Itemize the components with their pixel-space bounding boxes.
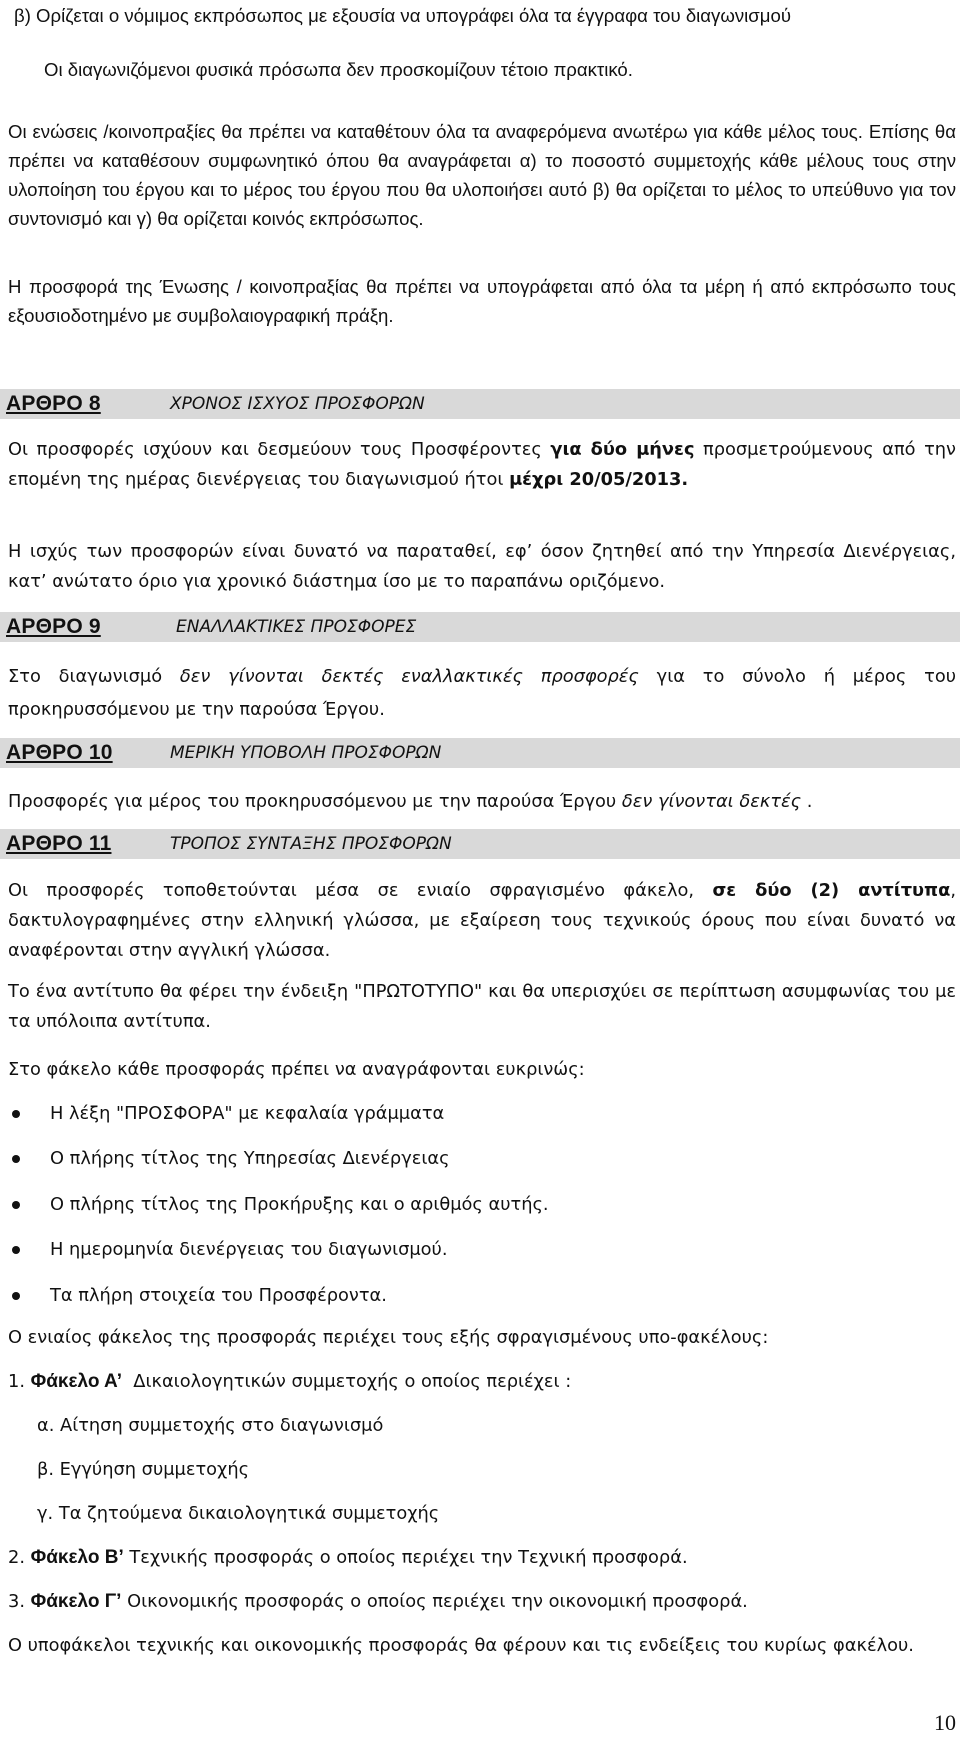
union-offer-paragraph bbox=[8, 272, 956, 330]
article-11-paragraph-5 bbox=[8, 1631, 956, 1661]
envelope-c bbox=[8, 1587, 748, 1616]
unions-text: Οι ενώσεις /κοινοπραξίες θα πρέπει να καταθέτουν όλα τα αναφερόμενα ανωτέρω για κάθε μέλος τους. Επίσης θα πρέπει να καταθέσουν συμφωνητικό όπου θα αναγράφεται α) το ποσοστό συμμετοχής κάθε μέλους τους στην υλοποίηση του έργου και το μέρος του έργου που θα υλοποιήσει αυτό β) θα ορίζεται το μέλος το υπεύθυνο για τον συντονισμό και γ) θα ορίζεται κοινός εκπρόσωπος. bbox=[8, 121, 956, 229]
a11-p5-text: Ο υποφάκελοι τεχνικής και οικονομικής προσφοράς θα φέρουν και τις ενδείξεις του κυρίως φακέλου. bbox=[8, 1635, 914, 1656]
envelope-a-sub-item bbox=[37, 1455, 249, 1484]
envelope-b-text: Τεχνικής προσφοράς ο οποίος περιέχει την Τεχνική προσφορά. bbox=[129, 1547, 688, 1568]
a10-p-italic: δεν γίνονται δεκτές bbox=[621, 791, 802, 812]
bullet-icon bbox=[12, 1155, 20, 1163]
envelope-a-sub-text: γ. Τα ζητούμενα δικαιολογητικά συμμετοχής bbox=[37, 1503, 440, 1524]
bullet-icon bbox=[12, 1201, 20, 1209]
article-8-paragraph-2 bbox=[8, 537, 956, 597]
page-number: 10 bbox=[934, 1710, 956, 1735]
envelope-a-sub-item bbox=[37, 1499, 439, 1528]
article-9-label: ΑΡΘΡΟ 9 bbox=[6, 615, 101, 638]
a8-p2-text: Η ισχύς των προσφορών είναι δυνατό να παραταθεί, εφ’ όσον ζητηθεί από την Υπηρεσία Διενέργειας, κατ’ ανώτατο όριο για χρονικό διάστημα ίσο με το παραπάνω οριζόμενο. bbox=[8, 541, 956, 592]
article-8-paragraph-1 bbox=[8, 435, 956, 495]
envelope-a-sub-item bbox=[37, 1411, 383, 1440]
a8-p1-deadline: μέχρι 20/05/2013. bbox=[509, 469, 689, 490]
bullet-icon bbox=[12, 1110, 20, 1118]
a9-p-start: Στο διαγωνισμό bbox=[8, 666, 163, 687]
article-11-label: ΑΡΘΡΟ 11 bbox=[6, 832, 112, 855]
a10-p-start: Προσφορές για μέρος του προκηρυσσόμενου με την παρούσα Έργου bbox=[8, 791, 617, 812]
article-11-header bbox=[0, 829, 960, 859]
article-11-paragraph-2 bbox=[8, 977, 956, 1037]
list-item-text: Η λέξη "ΠΡΟΣΦΟΡΑ" με κεφαλαία γράμματα bbox=[50, 1103, 445, 1124]
a10-p-end: . bbox=[806, 791, 813, 812]
a8-p1-mid: προσμετρούμενους από την επομένη της ημέρας διενέργειας του διαγωνισμού ήτοι bbox=[8, 439, 956, 490]
envelope-a-label: Φάκελο Α’ bbox=[30, 1371, 122, 1392]
article-9-header bbox=[0, 612, 960, 642]
union-offer-text: Η προσφορά της Ένωσης / κοινοπραξίας θα πρέπει να υπογράφεται από όλα τα μέρη ή από εκπρόσωπο τους εξουσιοδοτημένο με συμβολαιογραφική πράξη. bbox=[8, 276, 956, 326]
article-11-paragraph-1 bbox=[8, 876, 956, 966]
envelope-a-sub-text: β. Εγγύηση συμμετοχής bbox=[37, 1459, 250, 1480]
a8-p1-duration: για δύο μήνες bbox=[550, 439, 695, 460]
a11-p2-text: Το ένα αντίτυπο θα φέρει την ένδειξη "ΠΡΩΤΟΤΥΠΟ" και θα υπερισχύει σε περίπτωση ασυμφωνίας του με τα υπόλοιπα αντίτυπα. bbox=[8, 981, 956, 1032]
envelope-b-number: 2. bbox=[8, 1547, 25, 1568]
sub-envelopes-intro bbox=[8, 1323, 768, 1352]
list-item-text: Ο πλήρης τίτλος της Υπηρεσίας Διενέργειας bbox=[50, 1148, 450, 1169]
article-10-label: ΑΡΘΡΟ 10 bbox=[6, 741, 113, 764]
article-9-title: ΕΝΑΛΛΑΚΤΙΚΕΣ ΠΡΟΣΦΟΡΕΣ bbox=[176, 617, 417, 637]
list-item-text: Ο πλήρης τίτλος της Προκήρυξης και ο αριθμός αυτής. bbox=[50, 1194, 549, 1215]
article-11-title: ΤΡΟΠΟΣ ΣΥΝΤΑΞΗΣ ΠΡΟΣΦΟΡΩΝ bbox=[170, 834, 452, 854]
list-item-text: Τα πλήρη στοιχεία του Προσφέροντα. bbox=[50, 1285, 387, 1306]
a11-p1-end: , δακτυλογραφημένες στην ελληνική γλώσσα, με εξαίρεση τους τεχνικούς όρους που είναι δυνατό να αναφέρονται στην αγγλική γλώσσα. bbox=[8, 880, 956, 961]
bullet-icon bbox=[12, 1246, 20, 1254]
article-11-paragraph-3 bbox=[8, 1055, 956, 1084]
a9-p-end: για το σύνολο ή μέρος του προκηρυσσόμενου με την παρούσα Έργου. bbox=[8, 666, 957, 720]
envelope-a-number: 1. bbox=[8, 1371, 25, 1392]
intro-natural-persons bbox=[44, 56, 944, 83]
intro-item-b-text: β) Ορίζεται ο νόμιμος εκπρόσωπος με εξουσία να υπογράφει όλα τα έγγραφα του διαγωνισμού bbox=[14, 5, 791, 26]
article-8-label: ΑΡΘΡΟ 8 bbox=[6, 392, 101, 415]
envelope-b-label: Φάκελο Β’ bbox=[30, 1547, 124, 1568]
envelope-c-number: 3. bbox=[8, 1591, 25, 1612]
envelope-a-sub-text: α. Αίτηση συμμετοχής στο διαγωνισμό bbox=[37, 1415, 384, 1436]
article-10-title: ΜΕΡΙΚΗ ΥΠΟΒΟΛΗ ΠΡΟΣΦΟΡΩΝ bbox=[170, 743, 442, 763]
a11-p1-start: Οι προσφορές τοποθετούνται μέσα σε ενιαίο σφραγισμένο φάκελο, bbox=[8, 880, 695, 901]
unions-paragraph bbox=[8, 117, 956, 233]
sub-envelopes-intro-text: Ο ενιαίος φάκελος της προσφοράς περιέχει τους εξής σφραγισμένους υπο-φακέλους: bbox=[8, 1327, 769, 1348]
article-9-paragraph bbox=[8, 660, 956, 726]
envelope-a bbox=[8, 1367, 571, 1396]
envelope-c-text: Οικονομικής προσφοράς ο οποίος περιέχει την οικονομική προσφορά. bbox=[127, 1591, 748, 1612]
article-10-paragraph bbox=[8, 787, 956, 816]
list-item-text: Η ημερομηνία διενέργειας του διαγωνισμού. bbox=[50, 1239, 448, 1260]
intro-item-b bbox=[8, 2, 956, 29]
envelope-a-text: Δικαιολογητικών συμμετοχής ο οποίος περιέχει : bbox=[133, 1371, 572, 1392]
intro-natural-text: Οι διαγωνιζόμενοι φυσικά πρόσωπα δεν προσκομίζουν τέτοιο πρακτικό. bbox=[44, 59, 633, 80]
article-10-header bbox=[0, 738, 960, 768]
envelope-c-label: Φάκελο Γ’ bbox=[30, 1591, 122, 1612]
a11-p1-copies: σε δύο (2) αντίτυπα bbox=[712, 880, 951, 901]
article-8-header bbox=[0, 389, 960, 419]
bullet-icon bbox=[12, 1292, 20, 1300]
article-8-title: ΧΡΟΝΟΣ ΙΣΧΥΟΣ ΠΡΟΣΦΟΡΩΝ bbox=[170, 394, 425, 414]
envelope-b bbox=[8, 1543, 688, 1572]
a8-p1-start: Οι προσφορές ισχύουν και δεσμεύουν τους Προσφέροντες bbox=[8, 439, 542, 460]
a11-p3-text: Στο φάκελο κάθε προσφοράς πρέπει να αναγράφονται ευκρινώς: bbox=[8, 1059, 585, 1080]
a9-p-italic: δεν γίνονται δεκτές εναλλακτικές προσφορές bbox=[179, 666, 639, 687]
